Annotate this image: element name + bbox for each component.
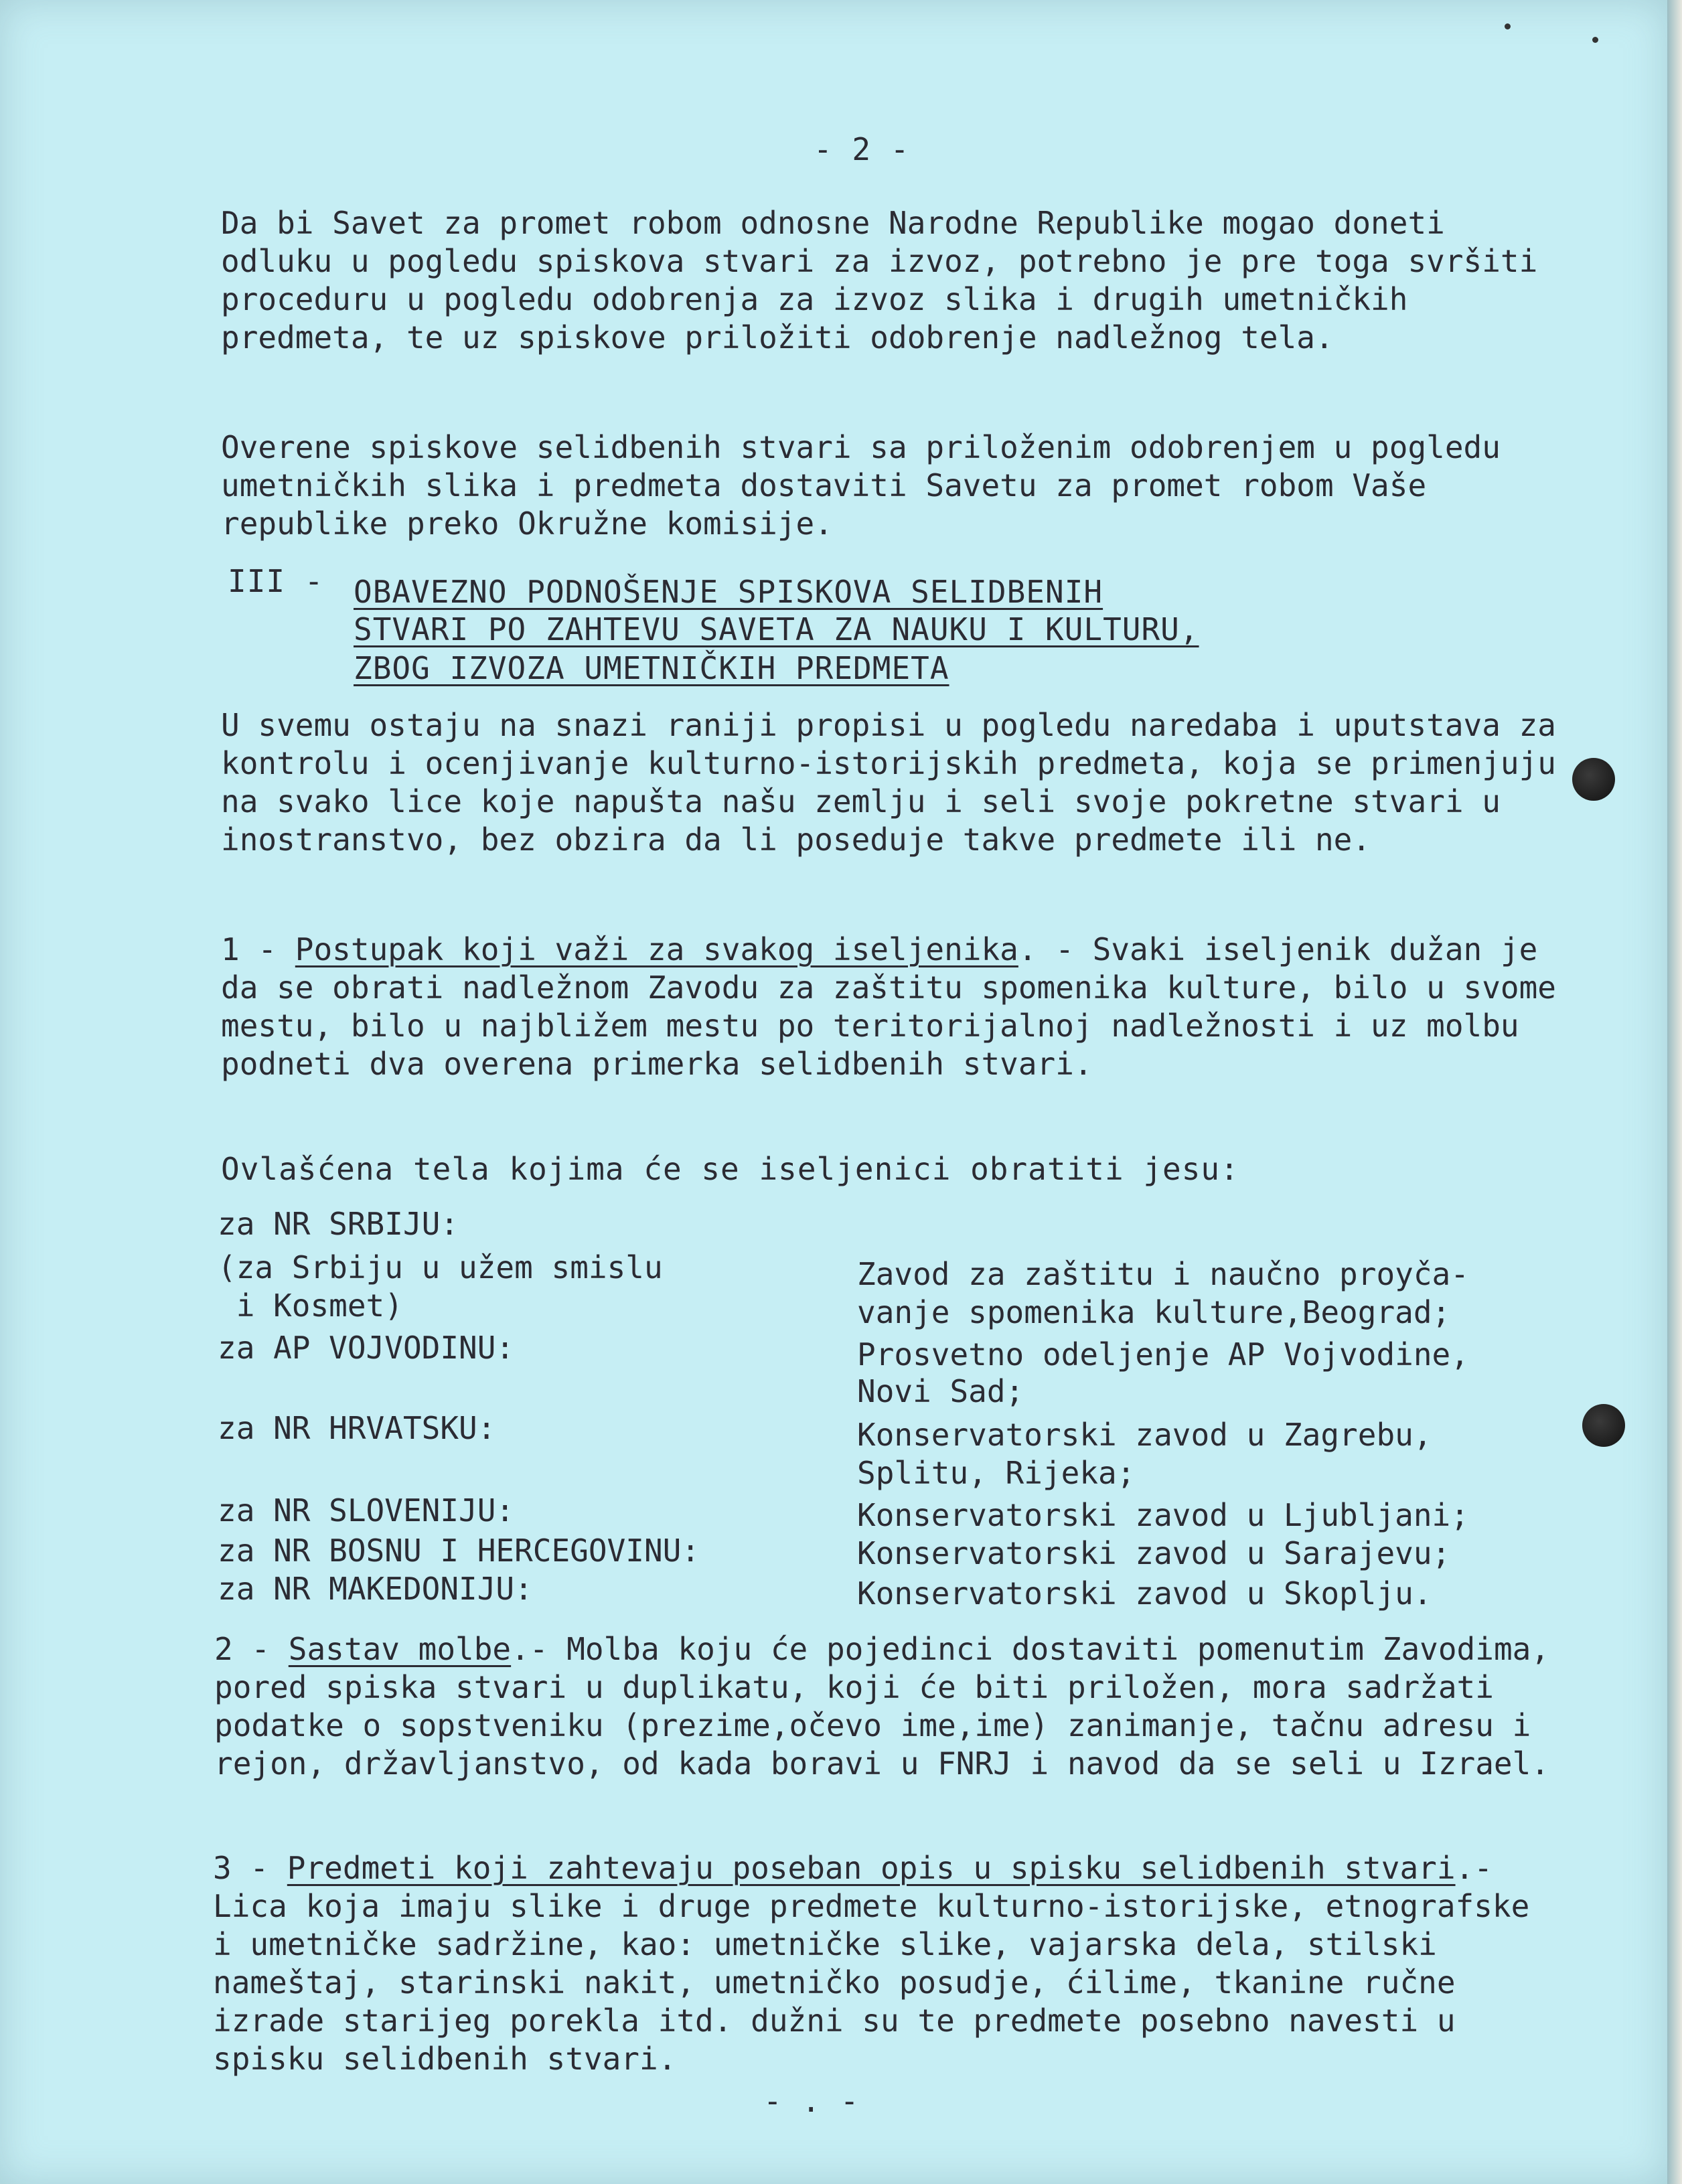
authority-region: za AP VOJVODINU: [218, 1330, 515, 1366]
authority-body: Prosvetno odeljenje AP Vojvodine, [857, 1336, 1469, 1373]
authority-body: Novi Sad; [857, 1373, 1024, 1409]
item-2-body: .- Molba koju će pojedinci dostaviti pomenutim Zavodima, pored spiska stvari u duplikatu, koji će biti priložen, mora sadržati podatke o sopstveniku (prezime,očevo ime,ime) zanimanje, tačnu adresu i rejon, državljanstvo, od kada boravi u FNRJ i navod da se seli u Izrael. [214, 1631, 1550, 1782]
authority-body: Konservatorski zavod u Skoplju. [857, 1575, 1432, 1612]
authority-body: Konservatorski zavod u Sarajevu; [857, 1535, 1451, 1571]
authority-region: za NR MAKEDONIJU: [218, 1571, 533, 1607]
item-2 [214, 1630, 1560, 1783]
item-3-number: 3 - [213, 1850, 269, 1886]
paragraph-intro: Da bi Savet za promet robom odnosne Narodne Republike mogao doneti odluku u pogledu spiskova stvari za izvoz, potrebno je pre toga svršiti proceduru u pogledu odobrenja za izvoz slika i drugih umetničkih predmeta, te uz spiskove priložiti odobrenje nadležnog tela. [221, 205, 1538, 356]
section-heading-line2: STVARI PO ZAHTEVU SAVETA ZA NAUKU I KULTURU, [354, 611, 1199, 647]
item-3 [213, 1849, 1559, 2078]
item-1-body: . - Svaki iseljenik dužan je da se obrati nadležnom Zavodu za zaštitu spomenika kulture, bilo u svome mestu, bilo u najbližem mestu po teritorijalnoj nadležnosti i uz molbu podneti dva overena primerka selidbenih stvari. [221, 931, 1556, 1082]
section-body: U svemu ostaju na snazi raniji propisi u pogledu naredaba i uputstava za kontrolu i ocenjivanje kulturno-istorijskih predmeta, koja se primenjuju na svako lice koje napušta našu zemlju i seli svoje pokretne stvari u inostranstvo, bez obzira da li poseduje takve predmete ili ne. [221, 707, 1556, 858]
authority-body: Konservatorski zavod u Ljubljani; [857, 1497, 1469, 1533]
section-heading-line1: OBAVEZNO PODNOŠENJE SPISKOVA SELIDBENIH [354, 574, 1103, 610]
punch-hole-upper [1572, 758, 1615, 801]
item-2-number: 2 - [214, 1631, 271, 1667]
authority-body: vanje spomenika kulture,Beograd; [857, 1294, 1451, 1330]
authority-region: za NR HRVATSKU: [218, 1410, 496, 1446]
paragraph-overene: Overene spiskove selidbenih stvari sa priloženim odobrenjem u pogledu umetničkih slika i predmeta dostaviti Savetu za promet robom Vaše republike preko Okružne komisije. [221, 429, 1501, 542]
authority-region: za NR SRBIJU: [218, 1206, 459, 1242]
item-1 [221, 931, 1567, 1083]
item-3-body: .- Lica koja imaju slike i druge predmete kulturno-istorijske, etnografske i umetničke sadržine, kao: umetničke slike, vajarska dela, stilski nameštaj, starinski nakit, umetničko posudje, ćilime, tkanine ručne izrade starijeg porekla itd. dužni su te predmete posebno navesti u spisku selidbenih stvari. [213, 1850, 1530, 2077]
item-1-number: 1 - [221, 931, 277, 967]
authority-body: Konservatorski zavod u Zagrebu, [857, 1417, 1432, 1453]
item-2-title: Sastav molbe [288, 1631, 512, 1667]
footer-mark: - . - [763, 2083, 860, 2119]
authority-region: i Kosmet) [218, 1288, 403, 1324]
item-3-title: Predmeti koji zahtevaju poseban opis u spisku selidbenih stvari [287, 1850, 1456, 1886]
authority-body: Splitu, Rijeka; [857, 1455, 1136, 1491]
item-1-title: Postupak koji važi za svakog iseljenika [295, 931, 1018, 967]
ink-speck [1592, 37, 1598, 43]
page-edge [1667, 0, 1682, 2184]
authority-region: za NR SLOVENIJU: [218, 1492, 515, 1529]
authority-region: za NR BOSNU I HERCEGOVINU: [218, 1533, 700, 1569]
punch-hole-lower [1582, 1404, 1625, 1447]
page-number: - 2 - [814, 131, 910, 167]
authority-body: Zavod za zaštitu i naučno proуča- [857, 1256, 1469, 1292]
section-number: III - [228, 563, 324, 599]
authority-region: (za Srbiju u užem smislu [218, 1249, 663, 1285]
section-heading-line3: ZBOG IZVOZA UMETNIČKIH PREDMETA [354, 650, 949, 686]
ink-speck [1505, 23, 1511, 29]
authorities-intro: Ovlašćena tela kojima će se iseljenici obratiti jesu: [221, 1151, 1239, 1187]
